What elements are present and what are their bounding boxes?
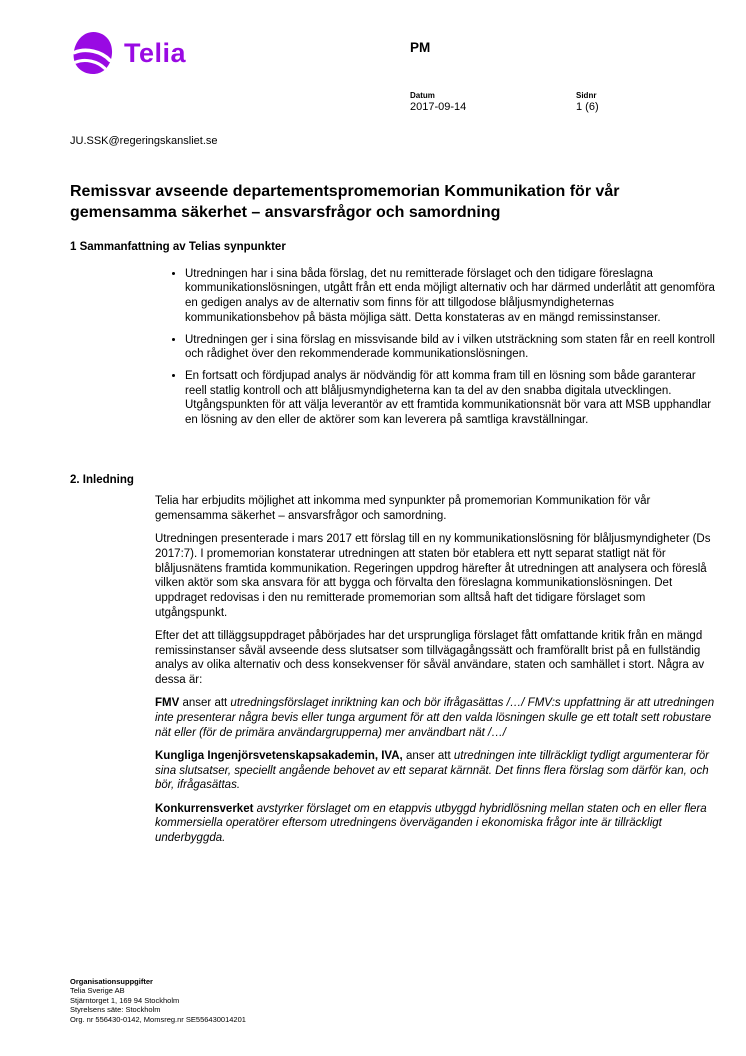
remiss-org-name: Kungliga Ingenjörsvetenskapsakademin, IVA, [155, 749, 403, 762]
document-title: Remissvar avseende departementspromemorian Kommunikation för vår gemensamma säkerhet – ansvarsfrågor och samordning [70, 183, 620, 221]
introduction-paragraph-2: Utredningen presenterade i mars 2017 ett förslag till en ny kommunikationslösning för blåljusmyndigheter (Ds 2017:7). I promemorian konstaterar utredningen att staten bör etablera ett nytt separat statligt nät för blåljusnätens framtida kommunikation. Regeringen uppdrog härefter åt utredningen att analysera och föreslå vilken aktör som ska ansvara för att bygga och förvalta den föreslagna kommunikationslösningen. Det uppdraget redovisas i den nu remitterade promemorian som alltså haft det tidigare förslaget som utgångspunkt. [155, 533, 711, 619]
remiss-org-name: FMV [155, 697, 180, 710]
introduction-paragraph-3: Efter det att tilläggsuppdraget påbörjades har det ursprungliga förslaget fått omfattande kritik från en mängd remissinstanser såväl avseende dess slutsatser som tillvägagångssätt och framförallt brist på en fullständig analys av olika alternativ och dess konsekvenser för såväl användare, staten och samhället i stort. Några av dessa är: [155, 630, 705, 687]
doc-type-label: PM [410, 40, 431, 55]
remiss-quote: avstyrker förslaget om en etappvis utbyggd hybridlösning mellan staten och en eller flera kommersiella operatörer eftersom utredningens överväganden i ekonomiska frågor inte är tillräckligt underbyggda. [155, 802, 707, 844]
organisation-footer [70, 977, 246, 1024]
remiss-opinion-fmv [155, 696, 717, 740]
introduction-paragraph-1: Telia har erbjudits möjlighet att inkomma med synpunkter på promemorian Kommunikation för vår gemensamma säkerhet – ansvarsfrågor och samordning. [155, 495, 651, 523]
remiss-opinion-konkurrensverket [155, 802, 717, 846]
remiss-quote: utredningen inte tillräckligt tydligt argumenterar för sina slutsatser, speciellt angående behovet av ett separat kärnnät. Det finns flera förslag som därför kan, och bör, ifrågasättas. [155, 749, 709, 792]
remiss-opinion-iva [155, 749, 717, 793]
summary-bullet-2: • Utredningen ger i sina förslag en missvisande bild av i vilken utsträckning som staten får en reell kontroll och rådighet över den rekommenderade kommunikationslösningen. [185, 333, 716, 362]
recipient-email: JU.SSK@regeringskansliet.se [70, 135, 218, 147]
remiss-org-name: Konkurrensverket [155, 802, 254, 815]
section-heading-introduction: 2. Inledning [70, 473, 134, 486]
document-body [70, 181, 718, 854]
footer-heading: Organisationsuppgifter [70, 977, 153, 986]
footer-address: Stjärntorget 1, 169 94 Stockholm [70, 995, 180, 1005]
summary-bullet-list [168, 267, 716, 428]
remiss-connector: anser att [402, 749, 454, 762]
date-block [410, 91, 466, 114]
footer-org-number: Org. nr 556430-0142, Momsreg.nr SE556430014201 [70, 1014, 246, 1024]
telia-logo [70, 30, 186, 76]
date-value: 2017-09-14 [410, 101, 467, 113]
page-number-label: Sidnr [576, 91, 597, 100]
remiss-quote: utredningsförslaget inriktning kan och bör ifrågasättas /…/ FMV:s uppfattning är att utredningen inte presenterar några bevis eller tunga argument för att den valda lösningen skulle ge ett totalt sett robustare nät eller (för de primära användargrupperna) mer användbart nät /…/ [155, 697, 715, 739]
telia-pebble-icon [70, 30, 116, 76]
page-number-block [576, 91, 599, 114]
footer-company: Telia Sverige AB [70, 986, 125, 996]
telia-wordmark: Telia [124, 37, 187, 68]
remiss-connector: anser att [179, 697, 231, 710]
summary-bullet-1: • Utredningen har i sina båda förslag, det nu remitterade förslaget och den tidigare föreslagna kommunikationslösningen, utgått från ett enda möjligt alternativ och har därmed underlåtit att genomföra en gedigen analys av de alternativ som finns för att tillgodose blåljusmyndigheternas kommunikationsbehov på bästa möjliga sätt. Detta konstateras av en mängd remissinstanser. [185, 267, 716, 326]
section-heading-summary: 1 Sammanfattning av Telias synpunkter [70, 241, 286, 253]
footer-registered-office: Styrelsens säte: Stockholm [70, 1005, 161, 1015]
page-number-value: 1 (6) [576, 101, 599, 113]
introduction-text [155, 494, 717, 845]
date-label: Datum [410, 91, 435, 100]
summary-bullet-3: • En fortsatt och fördjupad analys är nödvändig för att komma fram till en lösning som både garanterar reell statlig kontroll och att blåljusmyndigheterna kan ta del av den snabba digitala utvecklingen. Utgångspunkten för att välja leverantör av ett framtida kommunikationsnät bör vara att MSB upphandlar en lösning av den eller de aktörer som kan leverera på samtliga kravställningar. [185, 369, 716, 428]
